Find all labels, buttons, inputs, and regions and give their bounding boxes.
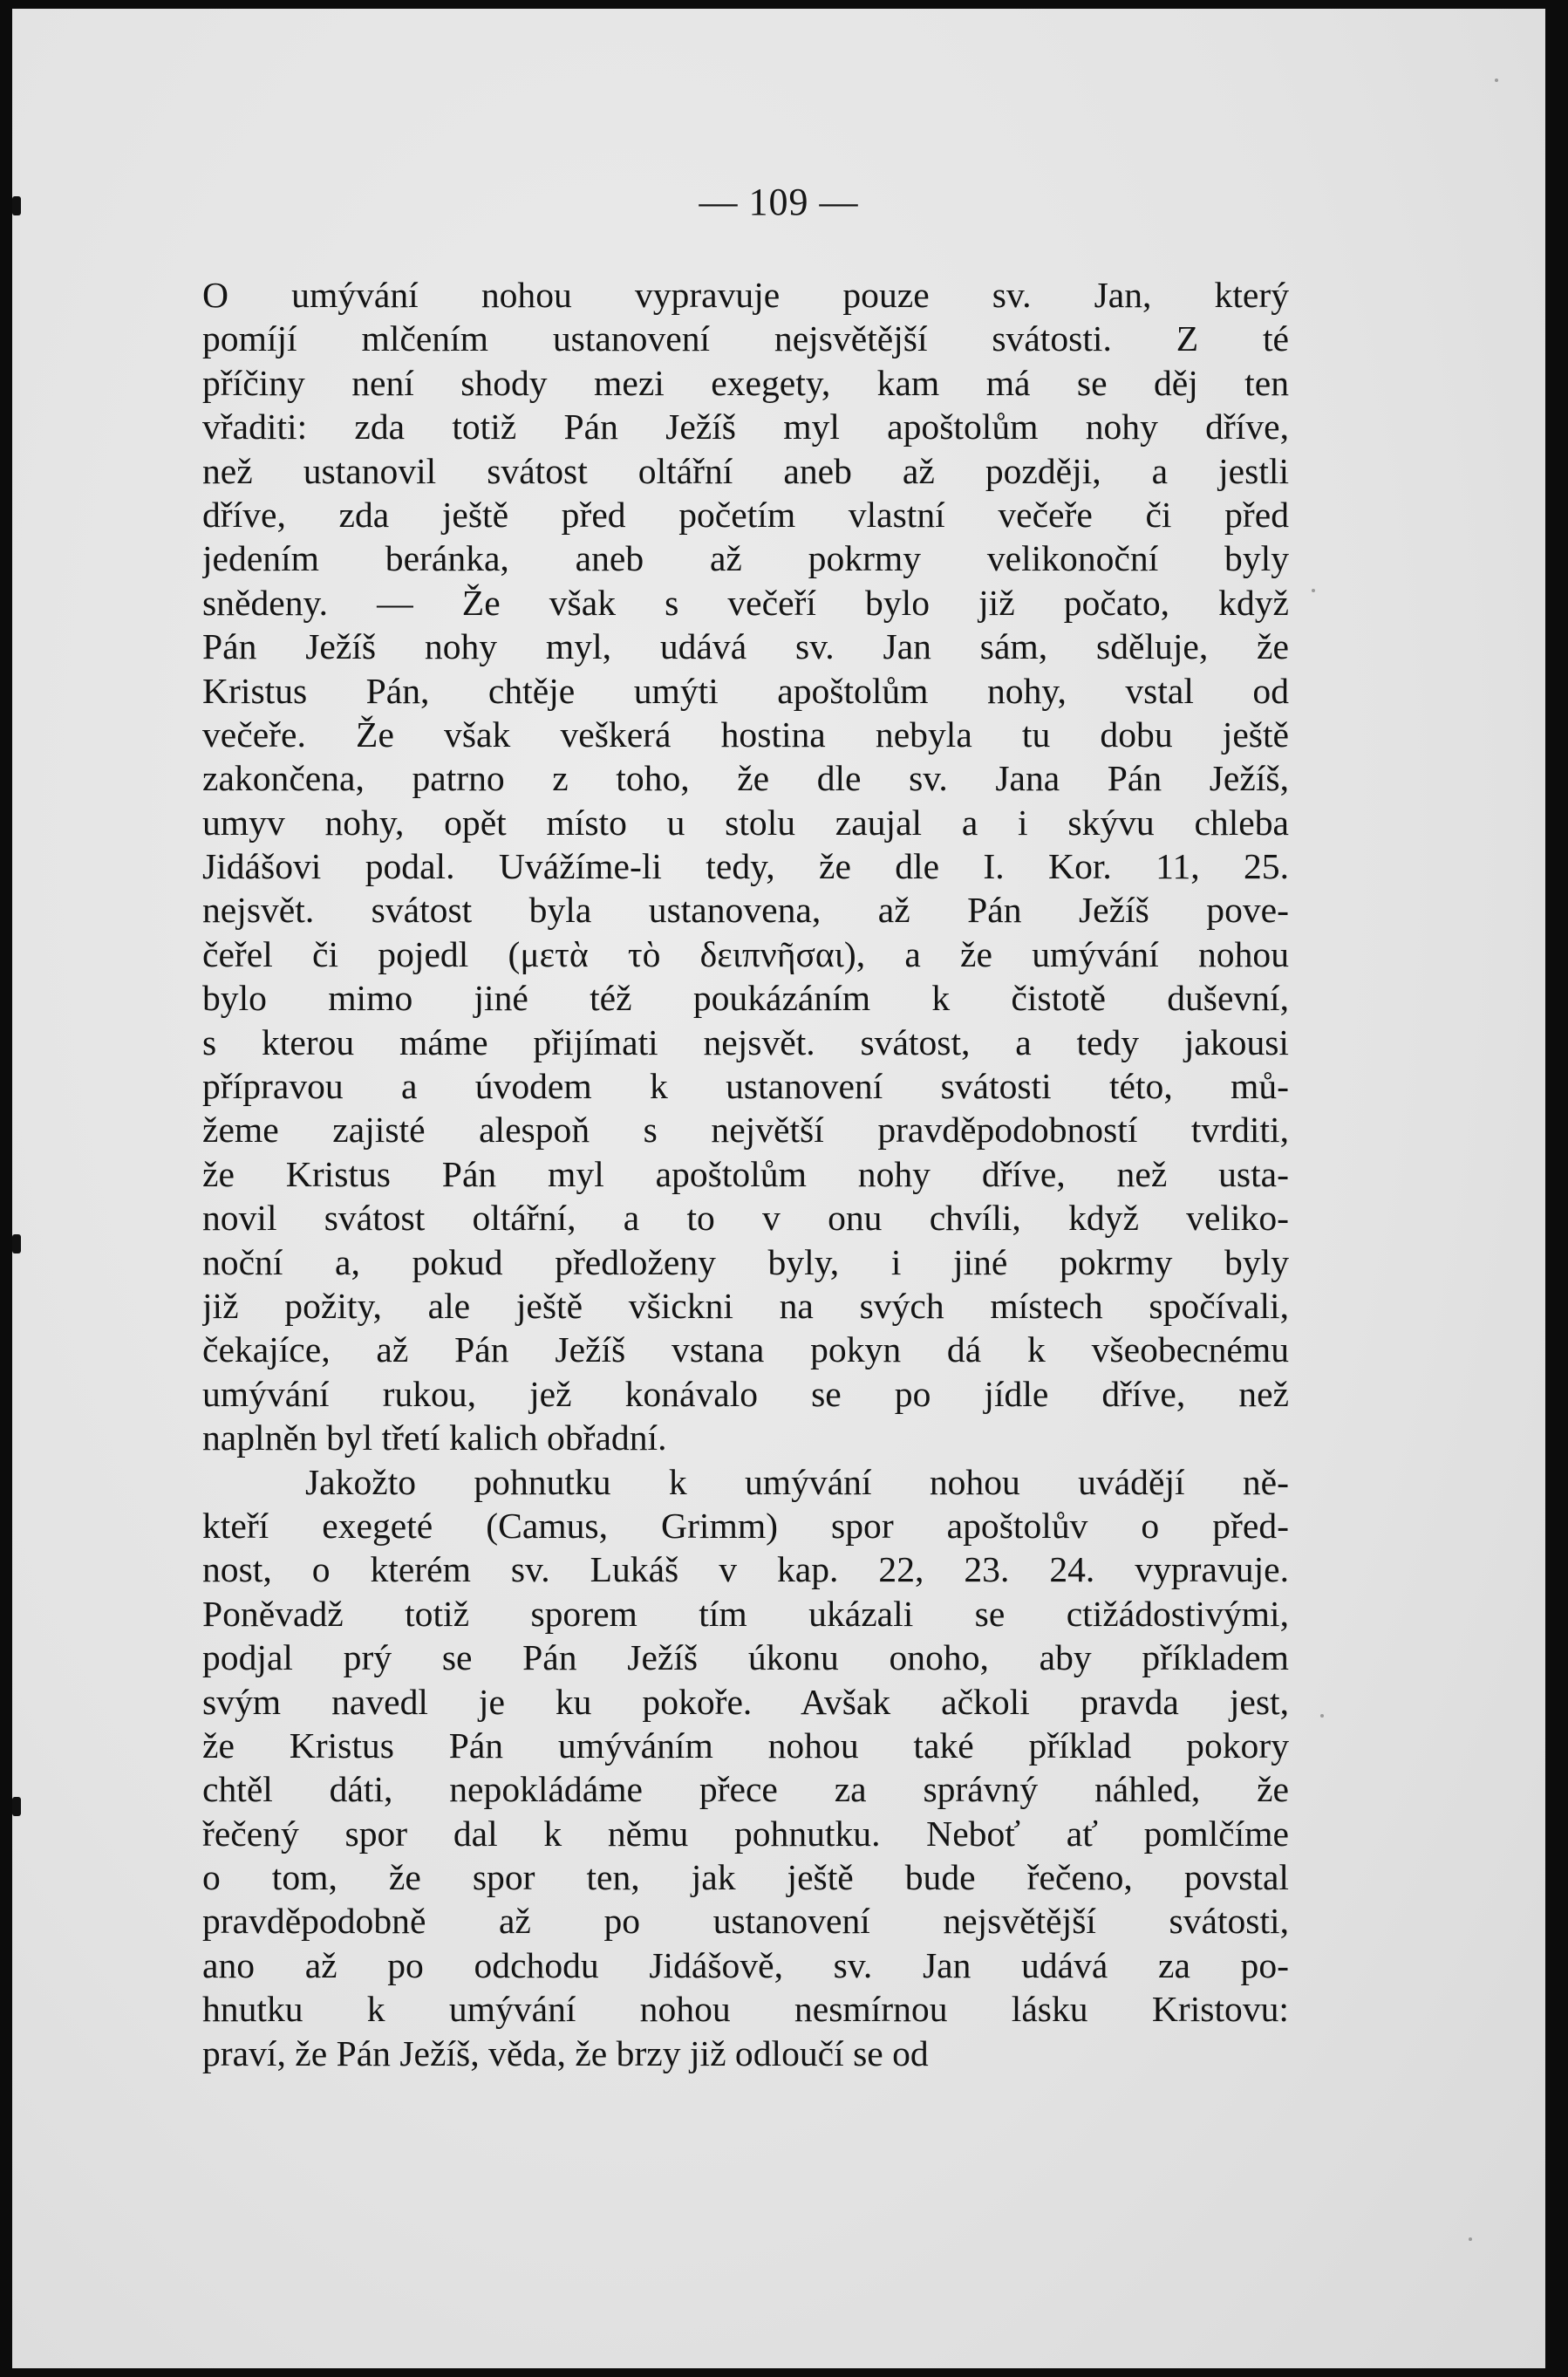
- text-line: kteří exegeté (Camus, Grimm) spor apoštolův o před-: [202, 1505, 1289, 1546]
- paper-speck: [1469, 2237, 1472, 2241]
- text-line: již požity, ale ještě všickni na svých místech spočívali,: [202, 1285, 1289, 1326]
- text-line: bylo mimo jiné též poukázáním k čistotě duševní,: [202, 978, 1289, 1019]
- text-line: čeřel či pojedl (μετὰ τὸ δειπνῆσαι), a že umývání nohou: [202, 933, 1289, 974]
- text-line: že Kristus Pán myl apoštolům nohy dříve, než usta-: [202, 1153, 1289, 1194]
- text-line: nejsvět. svátost byla ustanovena, až Pán Ježíš pove-: [202, 890, 1289, 931]
- text-line: příčiny není shody mezi exegety, kam má se děj ten: [202, 362, 1289, 403]
- text-line: noční a, pokud předloženy byly, i jiné pokrmy byly: [202, 1241, 1289, 1282]
- text-line: vřaditi: zda totiž Pán Ježíš myl apoštolům nohy dříve,: [202, 406, 1289, 447]
- text-line: než ustanovil svátost oltářní aneb až později, a jestli: [202, 450, 1289, 491]
- text-line: pomíjí mlčením ustanovení nejsvětější svátosti. Z té: [202, 318, 1289, 359]
- text-line: Pán Ježíš nohy myl, udává sv. Jan sám, sděluje, že: [202, 626, 1289, 667]
- body-text: [202, 273, 1289, 2075]
- text-line: Poněvadž totiž sporem tím ukázali se ctižádostivými,: [202, 1593, 1289, 1634]
- binding-mark-lower: [12, 1797, 21, 1816]
- text-line: hnutku k umývání nohou nesmírnou lásku Kristovu:: [202, 1989, 1289, 2030]
- paper-speck: [1320, 1714, 1324, 1718]
- binding-mark-middle: [12, 1234, 21, 1253]
- book-page: [12, 9, 1545, 2368]
- text-line: o tom, že spor ten, jak ještě bude řečeno, povstal: [202, 1857, 1289, 1898]
- text-line: chtěl dáti, nepokládáme přece za správný náhled, že: [202, 1769, 1289, 1810]
- text-line: pravděpodobně až po ustanovení nejsvětější svátosti,: [202, 1901, 1289, 1942]
- paper-speck: [1312, 589, 1315, 592]
- text-line: přípravou a úvodem k ustanovení svátosti této, mů-: [202, 1066, 1289, 1107]
- text-line: O umývání nohou vypravuje pouze sv. Jan, který: [202, 275, 1289, 315]
- text-line: dříve, zda ještě před početím vlastní večeře či před: [202, 494, 1289, 535]
- text-line: Kristus Pán, chtěje umýti apoštolům nohy, vstal od: [202, 670, 1289, 711]
- text-line: večeře. Že však veškerá hostina nebyla tu dobu ještě: [202, 714, 1289, 755]
- text-line: snědeny. — Že však s večeří bylo již počato, když: [202, 582, 1289, 623]
- text-line: Jidášovi podal. Uvážíme-li tedy, že dle I. Kor. 11, 25.: [202, 846, 1289, 887]
- text-line: zakončena, patrno z toho, že dle sv. Jana Pán Ježíš,: [202, 758, 1289, 799]
- text-line: s kterou máme přijímati nejsvět. svátost, a tedy jakousi: [202, 1021, 1289, 1062]
- text-line: nost, o kterém sv. Lukáš v kap. 22, 23. 24. vypravuje.: [202, 1549, 1289, 1590]
- text-line: ano až po odchodu Jidášově, sv. Jan udává za po-: [202, 1944, 1289, 1985]
- text-line: jedením beránka, aneb až pokrmy velikonoční byly: [202, 538, 1289, 579]
- text-line: řečený spor dal k němu pohnutku. Neboť ať pomlčíme: [202, 1813, 1289, 1854]
- text-line: svým navedl je ku pokoře. Avšak ačkoli pravda jest,: [202, 1681, 1289, 1722]
- text-line: umývání rukou, jež konávalo se po jídle dříve, než: [202, 1373, 1289, 1414]
- text-line: žeme zajisté alespoň s největší pravděpodobností tvrditi,: [202, 1110, 1289, 1151]
- text-line: umyv nohy, opět místo u stolu zaujal a i skývu chleba: [202, 802, 1289, 843]
- text-line: podjal prý se Pán Ježíš úkonu onoho, aby příkladem: [202, 1637, 1289, 1678]
- text-line: Jakožto pohnutku k umývání nohou uvádějí ně-: [305, 1461, 1289, 1502]
- text-line: praví, že Pán Ježíš, věda, že brzy již odloučí se od: [202, 2032, 929, 2073]
- paper-speck: [1495, 79, 1498, 82]
- text-line: čekajíce, až Pán Ježíš vstana pokyn dá k všeobecnému: [202, 1329, 1289, 1370]
- text-line: že Kristus Pán umýváním nohou také příklad pokory: [202, 1725, 1289, 1766]
- text-line: novil svátost oltářní, a to v onu chvíli, když veliko-: [202, 1198, 1289, 1239]
- page-number-header: — 109 —: [699, 181, 859, 223]
- text-line: naplněn byl třetí kalich obřadní.: [202, 1417, 667, 1458]
